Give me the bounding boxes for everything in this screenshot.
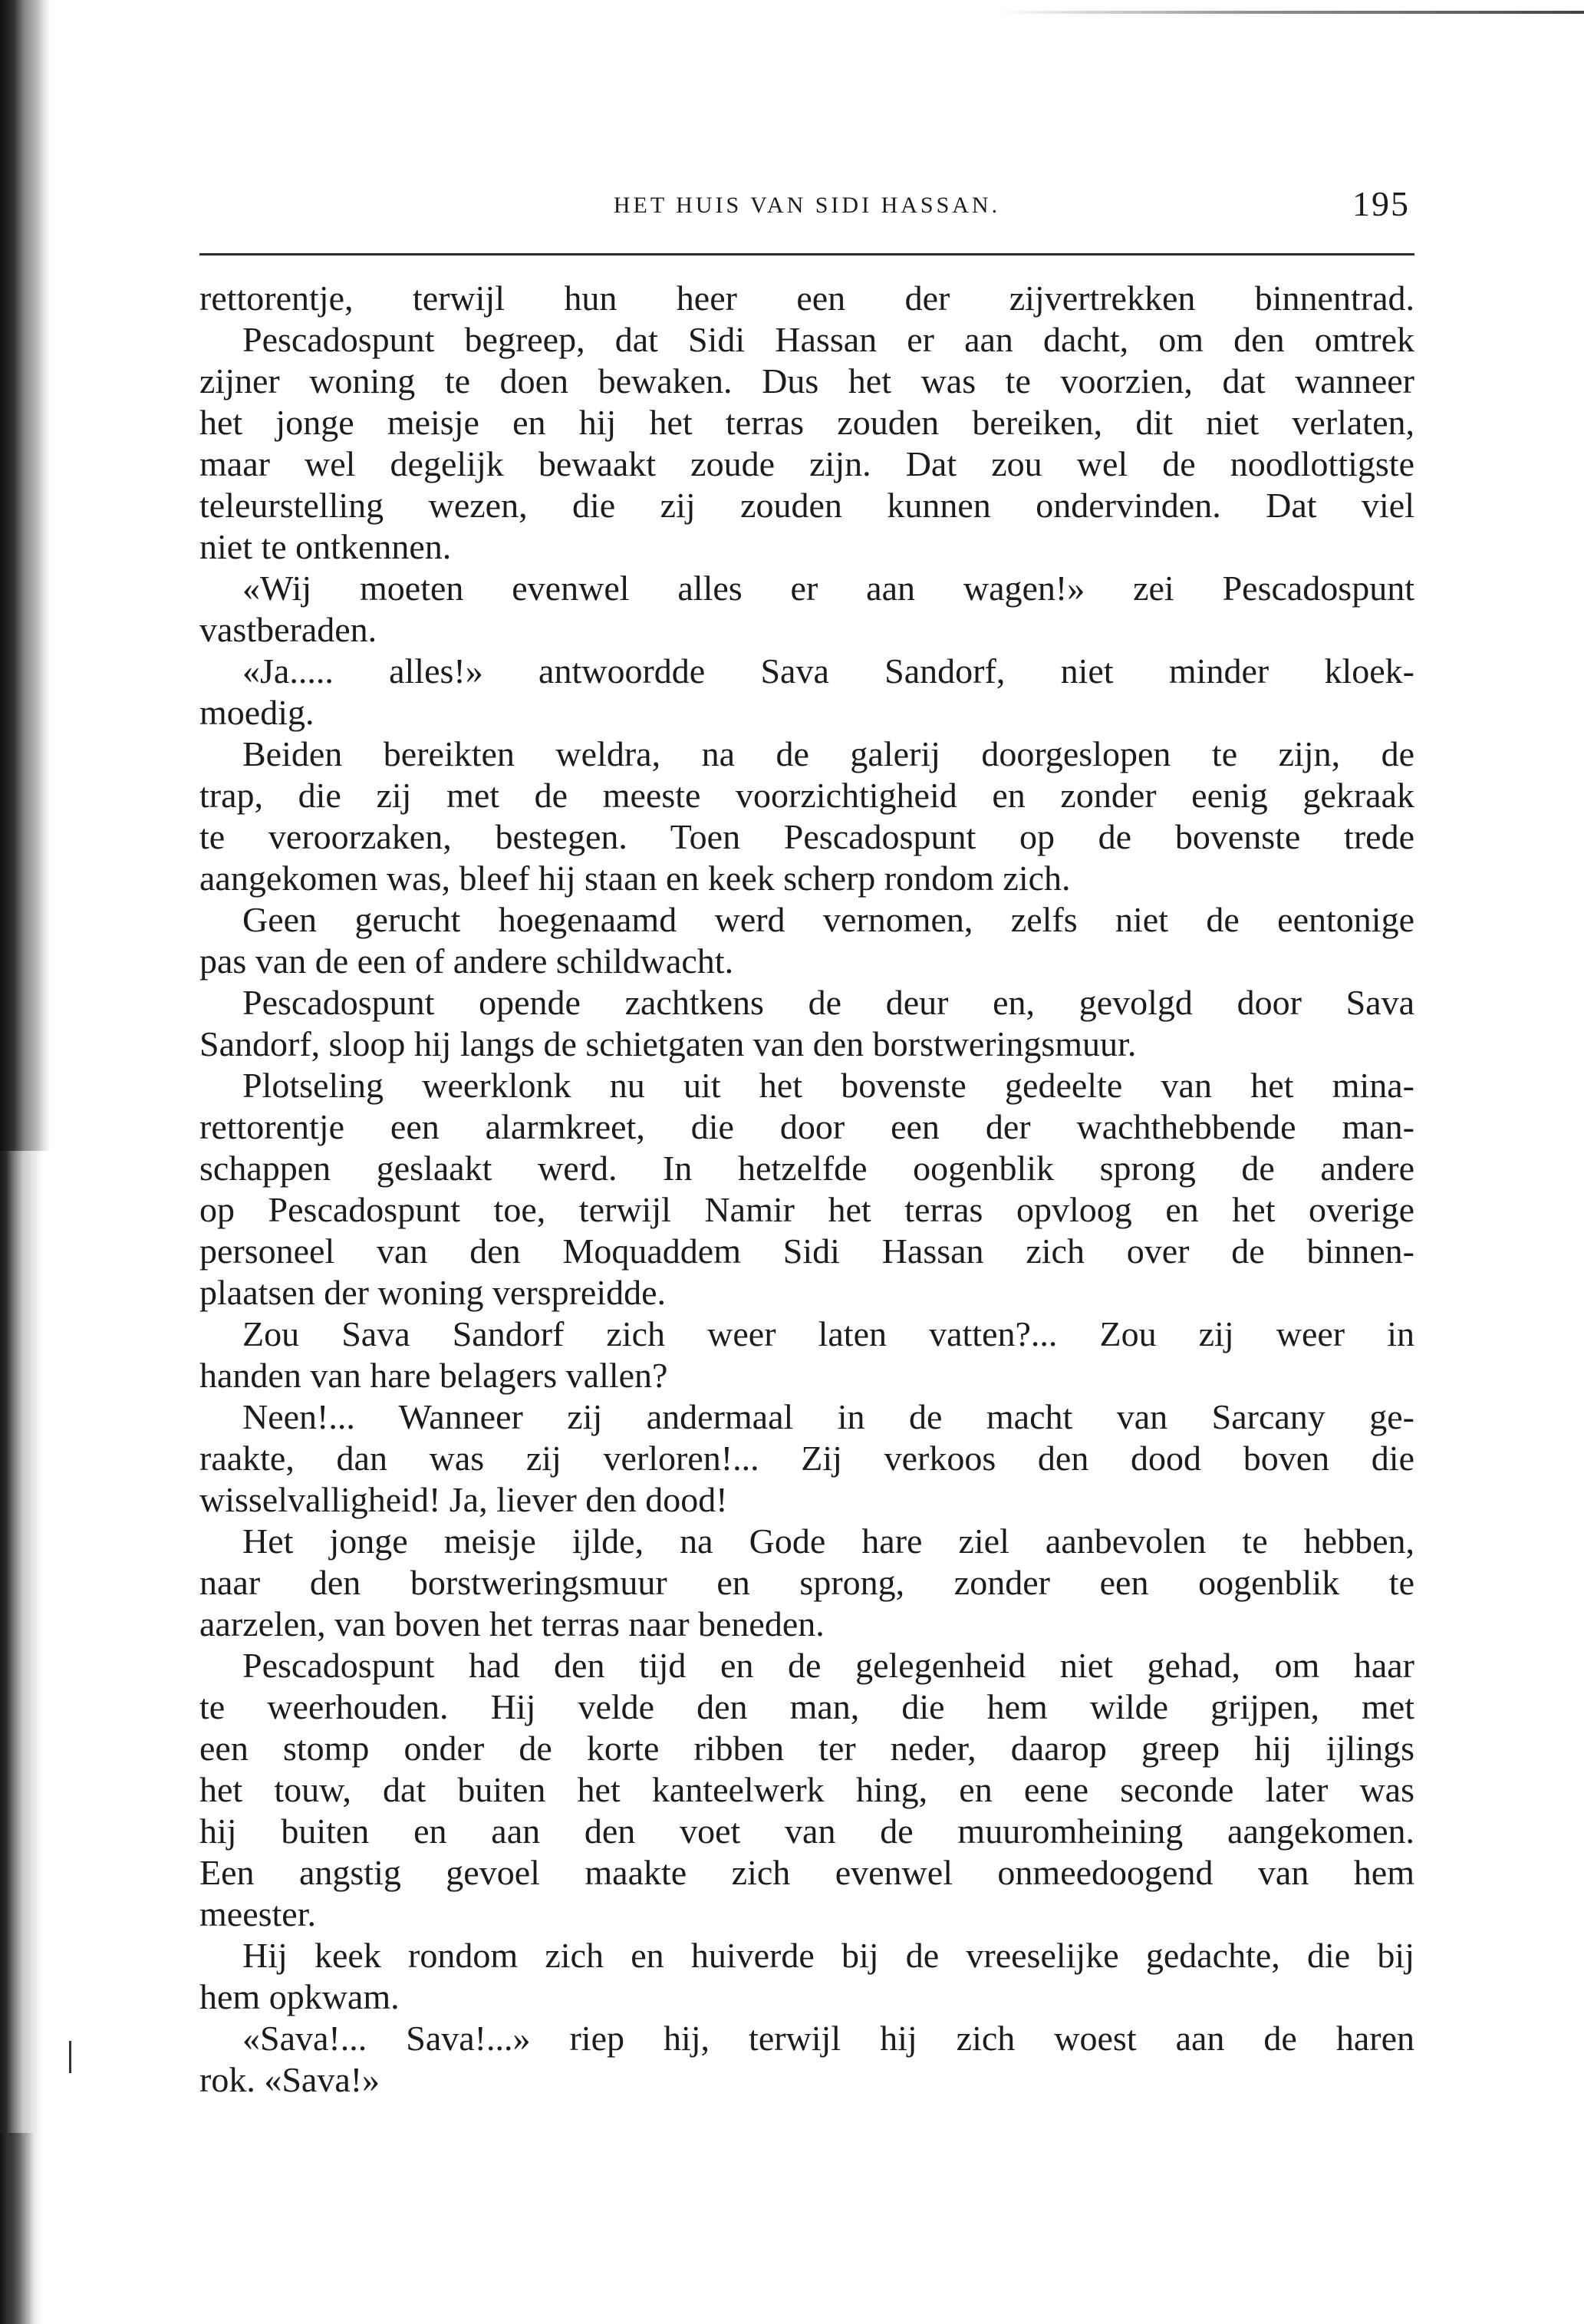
scan-margin-mark [69, 2041, 71, 2073]
text-line: personeel van den Moquaddem Sidi Hassan zich over de binnen- [199, 1231, 1414, 1271]
body-text [199, 278, 1414, 2101]
text-line: te veroorzaken, bestegen. Toen Pescadospunt op de bovenste trede [199, 817, 1414, 856]
running-title: HET HUIS VAN SIDI HASSAN. [613, 193, 1001, 218]
text-line: zijner woning te doen bewaken. Dus het was te voorzien, dat wanneer [199, 361, 1414, 401]
text-line: «Sava!... Sava!...» riep hij, terwijl hij zich woest aan de haren [242, 2019, 1414, 2058]
text-line: schappen geslaakt werd. In hetzelfde oogenblik sprong de andere [199, 1149, 1414, 1188]
text-line: maar wel degelijk bewaakt zoude zijn. Dat zou wel de noodlottigste [199, 444, 1414, 483]
text-line: Het jonge meisje ijlde, na Gode hare ziel aanbevolen te hebben, [242, 1521, 1414, 1561]
text-line: Beiden bereikten weldra, na de galerij doorgeslopen te zijn, de [242, 734, 1414, 773]
text-line: het touw, dat buiten het kanteelwerk hing, en eene seconde later was [199, 1770, 1414, 1809]
text-line: hem opkwam. [199, 1977, 400, 2016]
text-line: «Wij moeten evenwel alles er aan wagen!» zei Pescadospunt [242, 569, 1414, 608]
text-line: Geen gerucht hoegenaamd werd vernomen, zelfs niet de eentonige [242, 900, 1414, 939]
text-line: Pescadospunt begreep, dat Sidi Hassan er aan dacht, om den omtrek [242, 320, 1414, 359]
text-line: een stomp onder de korte ribben ter neder, daarop greep hij ijlings [199, 1729, 1414, 1768]
scan-top-artifact [997, 11, 1584, 14]
text-line: Neen!... Wanneer zij andermaal in de macht van Sarcany ge- [242, 1397, 1414, 1436]
text-line: meester. [199, 1894, 316, 1933]
text-line: Sandorf, sloop hij langs de schietgaten van den borstweringsmuur. [199, 1024, 1137, 1063]
text-line: rok. «Sava!» [199, 2060, 380, 2099]
text-line: aarzelen, van boven het terras naar beneden. [199, 1604, 825, 1643]
scan-binding-shadow [0, 0, 54, 1151]
scan-binding-shadow-bottom [0, 2133, 35, 2324]
text-line: «Ja..... alles!» antwoordde Sava Sandorf, niet minder kloek- [242, 651, 1414, 691]
text-line: te weerhouden. Hij velde den man, die hem wilde grijpen, met [199, 1687, 1414, 1726]
text-line: Pescadospunt had den tijd en de gelegenheid niet gehad, om haar [242, 1646, 1414, 1685]
text-line: teleurstelling wezen, die zij zouden kunnen ondervinden. Dat viel [199, 486, 1414, 525]
text-line: Een angstig gevoel maakte zich evenwel onmeedoogend van hem [199, 1853, 1414, 1892]
text-line: wisselvalligheid! Ja, liever den dood! [199, 1480, 728, 1519]
text-line: Plotseling weerklonk nu uit het bovenste gedeelte van het mina- [242, 1066, 1414, 1105]
text-line: handen van hare belagers vallen? [199, 1356, 668, 1395]
text-line: naar den borstweringsmuur en sprong, zonder een oogenblik te [199, 1563, 1414, 1602]
text-line: Pescadospunt opende zachtkens de deur en, gevolgd door Sava [242, 983, 1414, 1022]
header-rule [199, 253, 1414, 255]
text-line: het jonge meisje en hij het terras zouden bereiken, dit niet verlaten, [199, 403, 1414, 442]
text-line: rettorentje, terwijl hun heer een der zijvertrekken binnentrad. [199, 279, 1414, 318]
text-line: plaatsen der woning verspreidde. [199, 1273, 667, 1312]
text-line: Hij keek rondom zich en huiverde bij de vreeselijke gedachte, die bij [242, 1936, 1414, 1975]
text-line: aangekomen was, bleef hij staan en keek scherp rondom zich. [199, 859, 1071, 898]
text-line: niet te ontkennen. [199, 527, 452, 566]
text-line: rettorentje een alarmkreet, die door een der wachthebbende man- [199, 1107, 1414, 1146]
text-line: raakte, dan was zij verloren!... Zij verkoos den dood boven die [199, 1439, 1414, 1478]
text-line: pas van de een of andere schildwacht. [199, 941, 734, 981]
text-line: Zou Sava Sandorf zich weer laten vatten?... Zou zij weer in [242, 1314, 1414, 1353]
text-line: hij buiten en aan den voet van de muuromheining aangekomen. [199, 1811, 1414, 1851]
text-line: vastberaden. [199, 610, 377, 649]
page-number: 195 [1352, 184, 1410, 223]
text-line: moedig. [199, 693, 314, 732]
text-line: trap, die zij met de meeste voorzichtigheid en zonder eenig gekraak [199, 776, 1414, 815]
running-head [199, 183, 1414, 229]
text-line: op Pescadospunt toe, terwijl Namir het terras opvloog en het overige [199, 1190, 1414, 1229]
